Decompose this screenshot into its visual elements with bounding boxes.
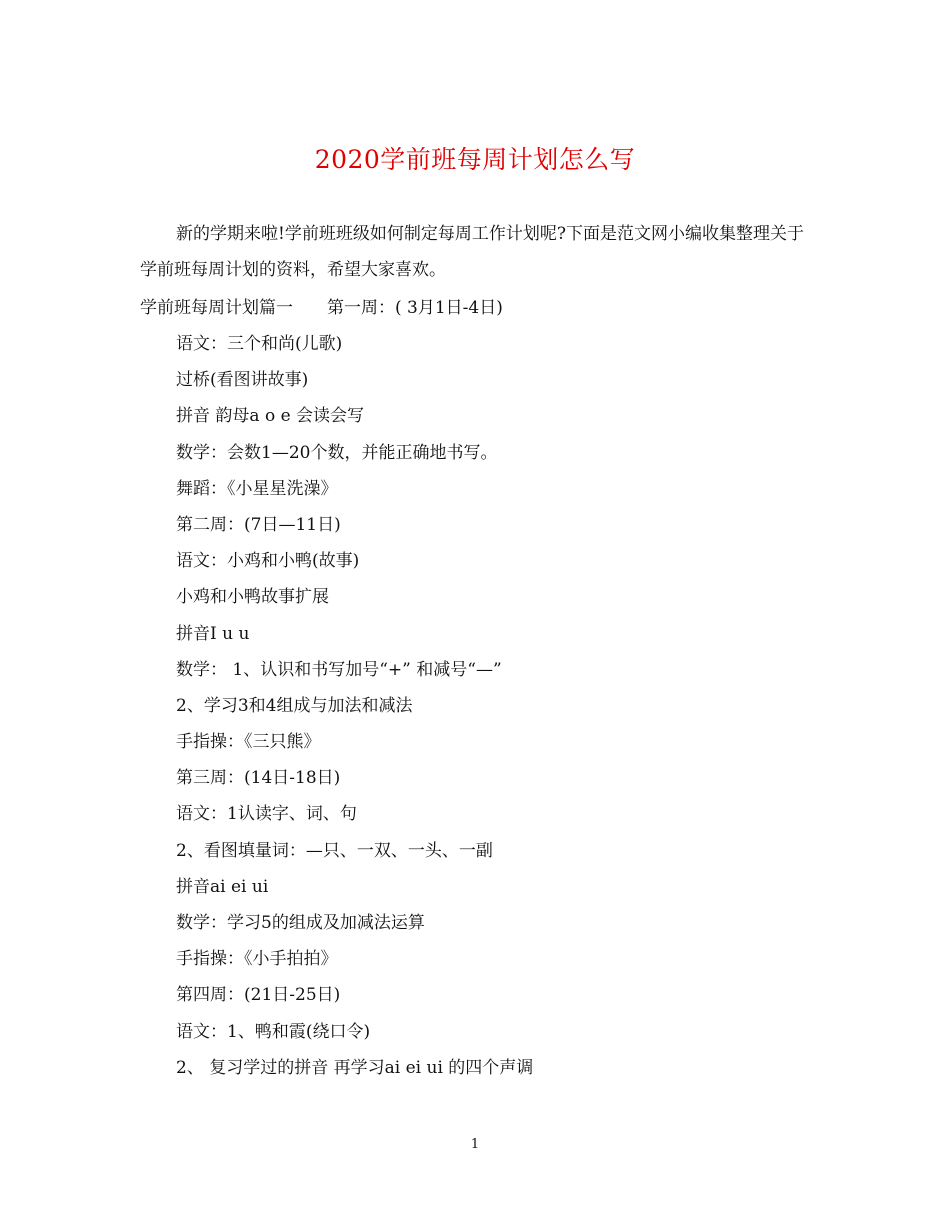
content-line: 2、学习3和4组成与加法和减法	[176, 695, 413, 716]
page-number: 1	[470, 1137, 480, 1152]
content-line: 语文：1认读字、词、句	[176, 804, 357, 825]
content-line: 拼音 韵母a o e 会读会写	[176, 406, 365, 427]
content-line: 小鸡和小鸭故事扩展	[176, 587, 329, 608]
content-line: 拼音I u u	[176, 623, 250, 644]
content-line: 数学：学习5的组成及加减法运算	[176, 913, 425, 933]
content-line: 第二周：(7日—11日)	[176, 514, 341, 535]
content-line: 2、 复习学过的拼音 再学习ai ei ui 的四个声调	[176, 1057, 534, 1078]
content-line: 拼音ai ei ui	[176, 876, 269, 897]
content-line: 语文：1、鸭和霞(绕口令)	[176, 1021, 371, 1042]
content-line: 手指操：《小手拍拍》	[176, 949, 338, 970]
content-line: 过桥(看图讲故事)	[176, 370, 309, 391]
document-title: 2020学前班每周计划怎么写	[314, 145, 636, 174]
content-line: 语文：小鸡和小鸭(故事)	[176, 551, 360, 572]
content-line: 语文：三个和尚(儿歌)	[176, 334, 343, 354]
content-line: 第三周：(14日-18日)	[176, 768, 341, 789]
plan-heading-line: 学前班每周计划篇一 第一周：( 3月1日-4日)	[140, 298, 503, 318]
plan-content-list	[176, 326, 816, 1086]
content-line: 数学：会数1—20个数，并能正确地书写。	[176, 442, 498, 463]
content-line: 数学： 1、认识和书写加号“+” 和减号“—”	[176, 659, 502, 680]
content-line: 舞蹈：《小星星洗澡》	[176, 478, 338, 499]
content-line: 2、看图填量词：—只、一双、一头、一副	[176, 840, 493, 861]
content-line: 手指操：《三只熊》	[176, 732, 321, 753]
content-line: 第四周：(21日-25日)	[176, 985, 341, 1006]
intro-paragraph: 新的学期来啦!学前班班级如何制定每周工作计划呢?下面是范文网小编收集整理关于学前班每周计划的资料，希望大家喜欢。	[140, 224, 804, 280]
